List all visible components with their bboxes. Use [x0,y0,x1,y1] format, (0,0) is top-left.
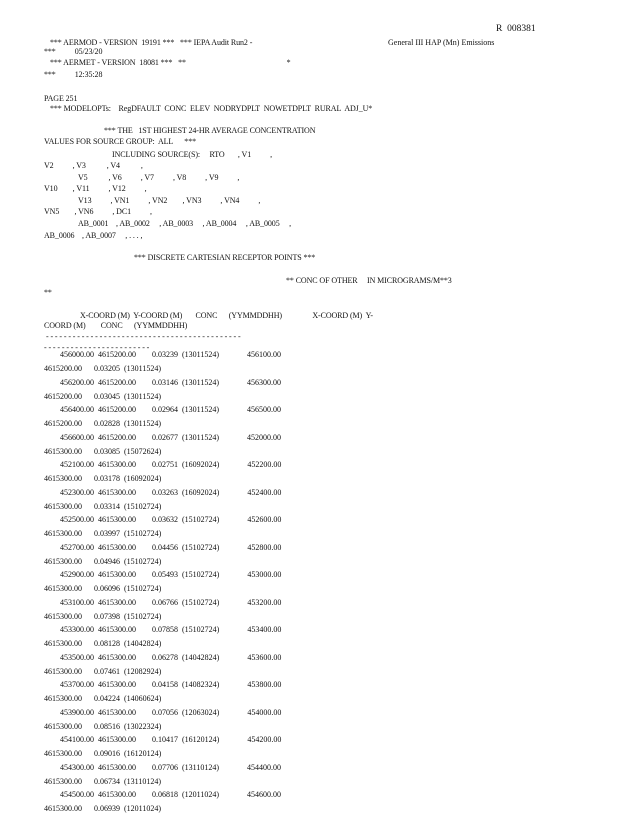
table-row [0,570,618,598]
row-line-wrapped: 4615300.00 0.03085 (15072624) [44,446,162,456]
row-line-primary: 453500.00 4615300.00 0.06278 (14042824) 453600.00 [60,652,282,662]
row-line-primary: 453300.00 4615300.00 0.07858 (15102724) 453400.00 [60,625,282,634]
row-line-primary: 454300.00 4615300.00 0.07706 (13110124) 454400.00 [60,762,282,772]
dash-rule-1: - - - - - - - - - - - - - - - - - - - - - - - - - - - - - - - - - - - - - - - - - - - - [46,332,241,341]
source-list-line: V10 , V11 , V12 , [44,184,147,193]
page-label: PAGE 251 [44,94,78,103]
row-line-wrapped: 4615300.00 0.03997 (15102724) [44,529,162,538]
row-line-wrapped: 4615300.00 0.06096 (15102724) [44,584,162,593]
table-row [0,488,618,516]
row-line-wrapped: 4615300.00 0.09016 (16120124) [44,749,162,758]
row-line-primary: 453900.00 4615300.00 0.07056 (12063024) 454000.00 [60,707,282,717]
row-line-primary: 456400.00 4615200.00 0.02964 (13011524) 456500.00 [60,405,282,414]
table-row [0,405,618,433]
table-row [0,735,618,763]
concentration-title: *** THE 1ST HIGHEST 24-HR AVERAGE CONCENTRATION [104,126,316,135]
row-line-primary: 452900.00 4615300.00 0.05493 (15102724) 453000.00 [60,570,282,579]
row-line-primary: 452500.00 4615300.00 0.03632 (15102724) 452600.00 [60,515,282,524]
row-line-primary: 456600.00 4615200.00 0.02677 (13011524) 452000.00 [60,432,282,442]
table-row [0,543,618,571]
table-row [0,460,618,488]
table-row [0,350,618,378]
header-title: General III HAP (Mn) Emissions [388,38,495,47]
source-list-line: AB_0006 , AB_0007 , . . . , [44,231,143,240]
double-star: ** [44,288,52,297]
table-row [0,598,618,626]
table-row [0,708,618,736]
row-line-primary: 452300.00 4615300.00 0.03263 (16092024) 452400.00 [60,487,282,497]
row-line-wrapped: 4615300.00 0.03314 (15102724) [44,501,162,511]
source-list-line: VN5 , VN6 , DC1 , [44,207,152,216]
row-line-wrapped: 4615300.00 0.03178 (16092024) [44,474,162,483]
table-row [0,433,618,461]
table-row [0,515,618,543]
column-header-line-1: X-COORD (M) Y-COORD (M) CONC (YYMMDDHH) X-COORD (M) Y- [80,311,373,320]
row-line-primary: 454100.00 4615300.00 0.10417 (16120124) 454200.00 [60,735,282,744]
table-row [0,378,618,406]
source-list-line: AB_0001 , AB_0002 , AB_0003 , AB_0004 , AB_0005 , [78,219,292,228]
row-line-primary: 453100.00 4615300.00 0.06766 (15102724) 453200.00 [60,597,282,607]
source-list-line: V5 , V6 , V7 , V8 , V9 , [78,173,240,182]
bates-number: R 008381 [496,24,536,34]
dash-rule-2: - - - - - - - - - - - - - - - - - - - - - - - - [44,343,150,352]
table-row [0,680,618,708]
row-line-wrapped: 4615300.00 0.08516 (13022324) [44,721,162,731]
row-line-primary: 452700.00 4615300.00 0.04456 (15102724) 452800.00 [60,542,282,552]
header-line-3: *** AERMET - VERSION 18081 *** ** * [50,58,291,67]
row-line-primary: 456200.00 4615200.00 0.03146 (13011524) 456300.00 [60,377,282,387]
row-line-wrapped: 4615300.00 0.04224 (14060624) [44,694,162,703]
table-row [0,653,618,681]
row-line-wrapped: 4615300.00 0.06734 (13110124) [44,776,162,786]
source-list-line: V2 , V3 , V4 , [44,161,143,170]
receptor-table [0,350,618,818]
row-line-wrapped: 4615300.00 0.06939 (12011024) [44,804,162,813]
table-row [0,763,618,791]
row-line-primary: 454500.00 4615300.00 0.06818 (12011024) 454600.00 [60,790,282,799]
source-list-line: V13 , VN1 , VN2 , VN3 , VN4 , [78,196,261,205]
row-line-wrapped: 4615300.00 0.08128 (14042824) [44,639,162,648]
row-line-wrapped: 4615300.00 0.04946 (15102724) [44,556,162,566]
header-line-1: *** AERMOD - VERSION 19191 *** *** IEPA Audit Run2 - [50,38,253,47]
table-row [0,790,618,818]
header-line-4: *** 12:35:28 [44,70,103,79]
conc-units-line: ** CONC OF OTHER IN MICROGRAMS/M**3 [286,276,452,285]
row-line-wrapped: 4615200.00 0.03205 (13011524) [44,364,162,373]
row-line-wrapped: 4615300.00 0.07461 (12082924) [44,666,162,676]
values-line: VALUES FOR SOURCE GROUP: ALL *** [44,137,197,146]
header-line-2: *** 05/23/20 [44,47,103,56]
row-line-primary: 453700.00 4615300.00 0.04158 (14082324) 453800.00 [60,680,282,689]
row-line-wrapped: 4615300.00 0.07398 (15102724) [44,611,162,621]
modelopts-line: *** MODELOPTs: RegDFAULT CONC ELEV NODRYDPLT NOWETDPLT RURAL ADJ_U* [50,104,373,113]
row-line-wrapped: 4615200.00 0.02828 (13011524) [44,419,162,428]
table-row [0,625,618,653]
row-line-primary: 456000.00 4615200.00 0.03239 (13011524) 456100.00 [60,350,282,359]
receptor-title: *** DISCRETE CARTESIAN RECEPTOR POINTS *** [134,253,316,262]
column-header-line-2: COORD (M) CONC (YYMMDDHH) [44,321,188,330]
including-sources-line: INCLUDING SOURCE(S): RTO , V1 , [112,150,273,159]
row-line-wrapped: 4615200.00 0.03045 (13011524) [44,391,162,401]
row-line-primary: 452100.00 4615300.00 0.02751 (16092024) 452200.00 [60,460,282,469]
